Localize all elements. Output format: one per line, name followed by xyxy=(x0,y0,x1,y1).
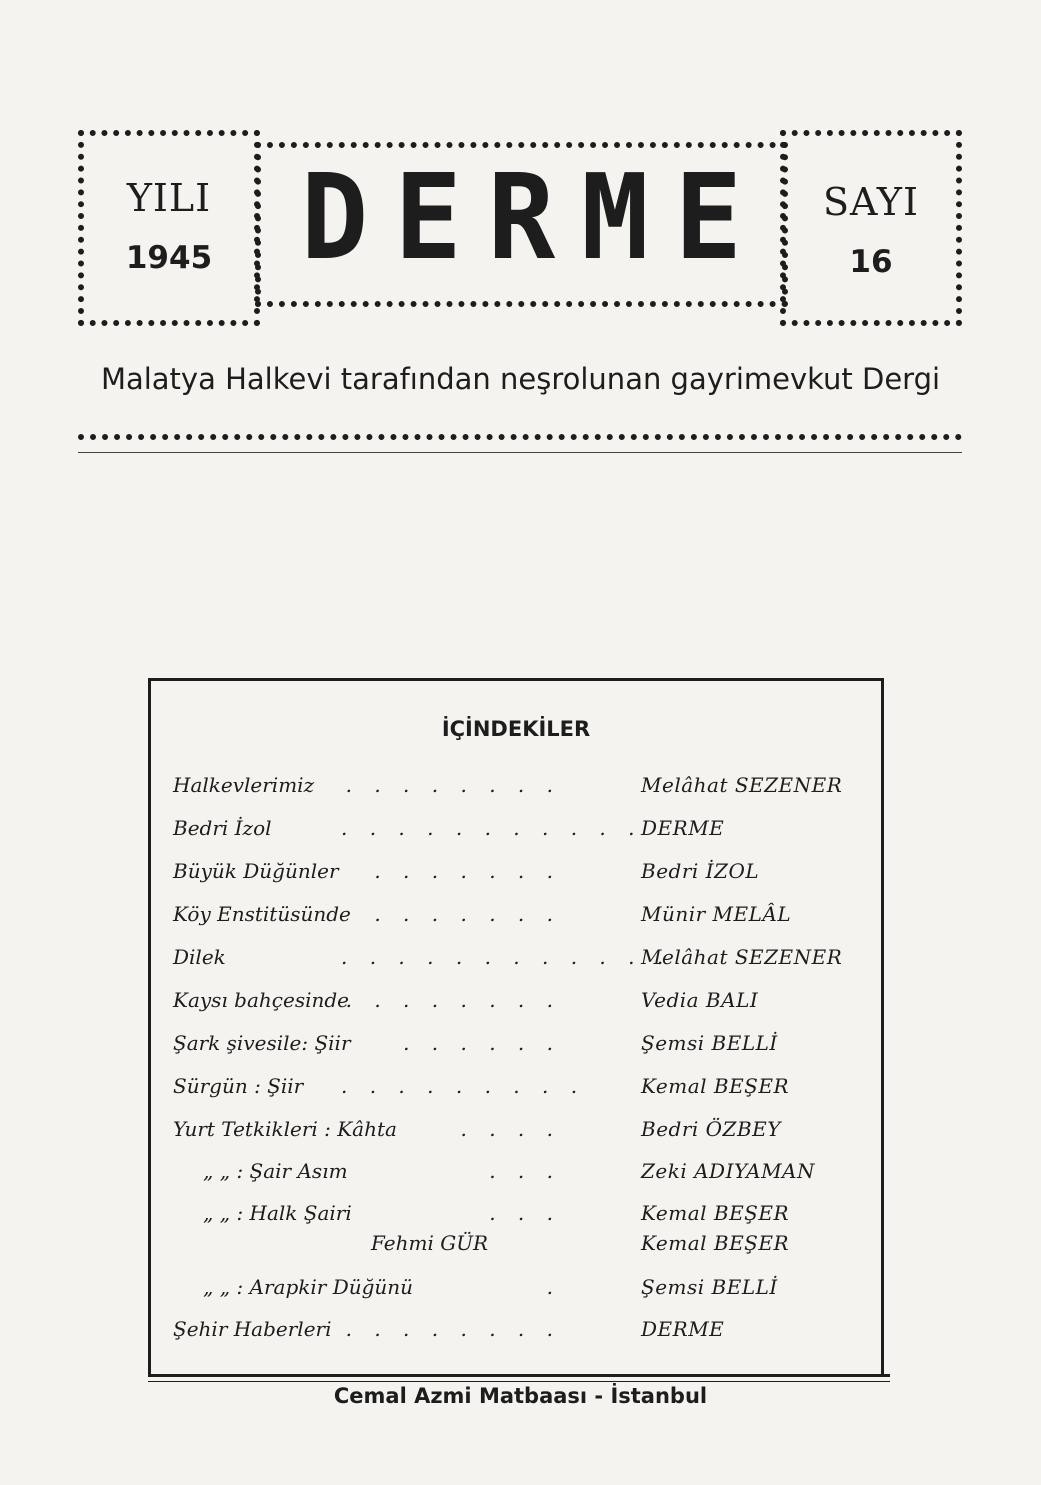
toc-row xyxy=(151,1231,881,1271)
toc-row xyxy=(151,773,881,813)
toc-author: Melâhat SEZENER xyxy=(641,773,843,797)
toc-leader: . xyxy=(546,1275,561,1299)
issue-label: SAYI xyxy=(822,180,920,224)
toc-author: Şemsi BELLİ xyxy=(641,1031,778,1055)
toc-author: Kemal BEŞER xyxy=(641,1201,790,1225)
year-label: YILI xyxy=(126,176,212,220)
toc-author: DERME xyxy=(641,816,725,840)
toc-title: „ „ : Arapkir Düğünü xyxy=(203,1275,414,1299)
toc-row xyxy=(151,902,881,942)
toc-title: „ „ : Halk Şairi xyxy=(203,1201,352,1225)
issue-value: 16 xyxy=(849,244,893,280)
toc-author: Bedri ÖZBEY xyxy=(641,1117,781,1141)
toc-title: Fehmi GÜR xyxy=(371,1231,489,1255)
toc-leader: . . . . xyxy=(460,1117,561,1141)
toc-bottom-rule xyxy=(148,1374,890,1377)
toc-author: Münir MELÂL xyxy=(641,902,792,926)
toc-row xyxy=(151,988,881,1028)
table-of-contents xyxy=(148,678,884,1374)
toc-leader: . . . . . . . xyxy=(374,902,561,926)
toc-title: Şark şivesile: Şiir xyxy=(173,1031,351,1055)
toc-row xyxy=(151,1074,881,1114)
toc-author: Zeki ADIYAMAN xyxy=(641,1159,815,1183)
toc-title: „ „ : Şair Asım xyxy=(203,1159,348,1183)
toc-title: Halkevlerimiz xyxy=(173,773,315,797)
printer-credit: Cemal Azmi Matbaası - İstanbul xyxy=(333,1384,708,1408)
dotted-divider xyxy=(78,434,962,440)
toc-title: Sürgün : Şiir xyxy=(173,1074,304,1098)
toc-author: Bedri İZOL xyxy=(641,859,760,883)
year-box xyxy=(78,130,260,326)
toc-author: DERME xyxy=(641,1317,725,1341)
toc-leader: . . . . . . . . . . . . xyxy=(341,945,672,969)
toc-title: Kaysı bahçesinde xyxy=(173,988,350,1012)
toc-leader: . . . . . . . xyxy=(374,859,561,883)
toc-row xyxy=(151,859,881,899)
toc-row xyxy=(151,1317,881,1357)
toc-row xyxy=(151,1159,881,1199)
title-box xyxy=(255,142,788,307)
toc-leader: . . . . . . . . . . . xyxy=(341,816,643,840)
toc-leader: . . . . . . . . . xyxy=(341,1074,586,1098)
toc-bottom-rule-thin xyxy=(148,1381,890,1382)
year-value: 1945 xyxy=(125,240,213,276)
toc-title: Büyük Düğünler xyxy=(173,859,339,883)
toc-title: Köy Enstitüsünde xyxy=(173,902,351,926)
toc-row xyxy=(151,1275,881,1315)
toc-title: Dilek xyxy=(173,945,226,969)
subtitle: Malatya Halkevi tarafından neşrolunan gayrimevkut Dergi xyxy=(100,362,941,396)
toc-row xyxy=(151,1117,881,1157)
toc-author: Kemal BEŞER xyxy=(641,1074,790,1098)
toc-title: Bedri İzol xyxy=(173,816,272,840)
toc-leader: . . . . . . . . xyxy=(345,1317,561,1341)
toc-title: Şehir Haberleri xyxy=(173,1317,332,1341)
divider-line xyxy=(78,452,962,453)
toc-author: Vedia BALI xyxy=(641,988,759,1012)
toc-leader: . . . . . . . . xyxy=(345,773,561,797)
toc-leader: . . . . . . . . xyxy=(345,988,561,1012)
toc-author: Melâhat SEZENER xyxy=(641,945,843,969)
toc-author: Kemal BEŞER xyxy=(641,1231,790,1255)
toc-leader: . . . . . . xyxy=(403,1031,561,1055)
toc-leader: . . . xyxy=(489,1159,561,1183)
toc-row xyxy=(151,945,881,985)
toc-author: Şemsi BELLİ xyxy=(641,1275,778,1299)
toc-title: Yurt Tetkikleri : Kâhta xyxy=(173,1117,397,1141)
toc-heading: İÇİNDEKİLER xyxy=(441,717,591,741)
issue-box xyxy=(780,130,962,326)
magazine-title: DERME xyxy=(300,149,769,287)
toc-row xyxy=(151,1031,881,1071)
toc-leader: . . . xyxy=(489,1201,561,1225)
toc-row xyxy=(151,816,881,856)
